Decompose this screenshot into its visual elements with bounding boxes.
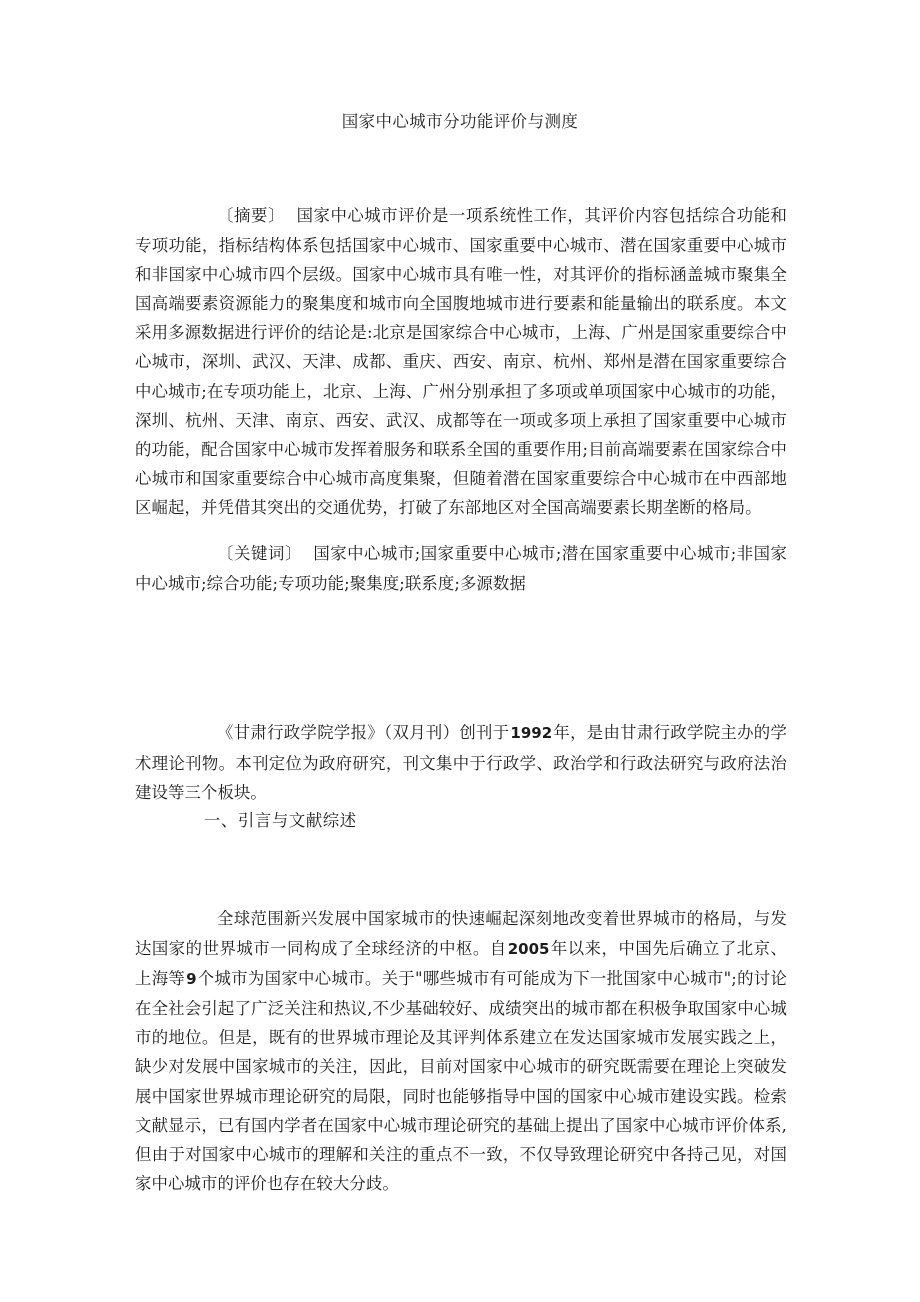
body-paragraph-1 <box>135 904 787 1198</box>
abstract-label: 〔摘要〕 <box>217 206 286 226</box>
journal-note-part2: 年，是由甘肃行政学院主办的学术理论刊物。本刊定位为政府研究，刊文集中于行政学、政治学和行政法研究与政府法治建设等三个板块。 <box>135 723 787 802</box>
journal-note-part1: 《甘肃行政学院学报》（双月刊）创刊于 <box>217 723 510 743</box>
journal-note-paragraph <box>135 718 787 807</box>
page-title: 国家中心城市分功能评价与测度 <box>341 112 579 131</box>
body-part3: 个城市为国家中心城市。关于"哪些城市有可能成为下一批国家中心城市";的讨论在全社会引起了广泛关注和热议,不少基础较好、成绩突出的城市都在积极争取国家中心城市的地位。但是，既有的世界城市理论及其评判体系建立在发达国家城市发展实践之上，缺少对发展中国家城市的关注，因此，目前对国家中心城市的研究既需要在理论上突破发展中国家世界城市理论研究的局限，同时也能够指导中国的国家中心城市建设实践。检索文献显示，已有国内学者在国家中心城市理论研究的基础上提出了国家中心城市评价体系,但由于对国家中心城市的理解和关注的重点不一致，不仅导致理论研究中各持己见，对国家中心城市的评价也存在较大分歧。 <box>135 968 787 1194</box>
body-part2: 年以来，中国先后确立了北京、上海等 <box>135 938 787 988</box>
abstract-text: 国家中心城市评价是一项系统性工作，其评价内容包括综合功能和专项功能，指标结构体系包括国家中心城市、国家重要中心城市、潜在国家重要中心城市和非国家中心城市四个层级。国家中心城市具有唯一性，对其评价的指标涵盖城市聚集全国高端要素资源能力的聚集度和城市向全国腹地城市进行要素和能量输出的联系度。本文采用多源数据进行评价的结论是:北京是国家综合中心城市，上海、广州是国家重要综合中心城市，深圳、武汉、天津、成都、重庆、西安、南京、杭州、郑州是潜在国家重要综合中心城市;在专项功能上，北京、上海、广州分别承担了多项或单项国家中心城市的功能，深圳、杭州、天津、南京、西安、武汉、成都等在一项或多项上承担了国家重要中心城市的功能，配合国家中心城市发挥着服务和联系全国的重要作用;目前高端要素在国家综合中心城市和国家重要综合中心城市高度集聚，但随着潜在国家重要综合中心城市在中西部地区崛起，并凭借其突出的交通优势，打破了东部地区对全国高端要素长期垄断的格局。 <box>135 206 787 518</box>
abstract-paragraph <box>135 201 787 522</box>
keywords-paragraph <box>135 539 787 597</box>
keywords-label: 〔关键词〕 <box>217 544 302 564</box>
keywords-text: 国家中心城市;国家重要中心城市;潜在国家重要中心城市;非国家中心城市;综合功能;专项功能;聚集度;联系度;多源数据 <box>135 544 788 593</box>
body-year-2005: 2005 <box>507 939 550 958</box>
section-heading-introduction: 一、引言与文献综述 <box>203 811 357 830</box>
journal-founding-year: 1992 <box>510 724 553 743</box>
body-city-count: 9 <box>186 969 197 988</box>
body-part1: 全球范围新兴发展中国家城市的快速崛起深刻地改变着世界城市的格局，与发达国家的世界城市一同构成了全球经济的中枢。自 <box>135 909 787 958</box>
